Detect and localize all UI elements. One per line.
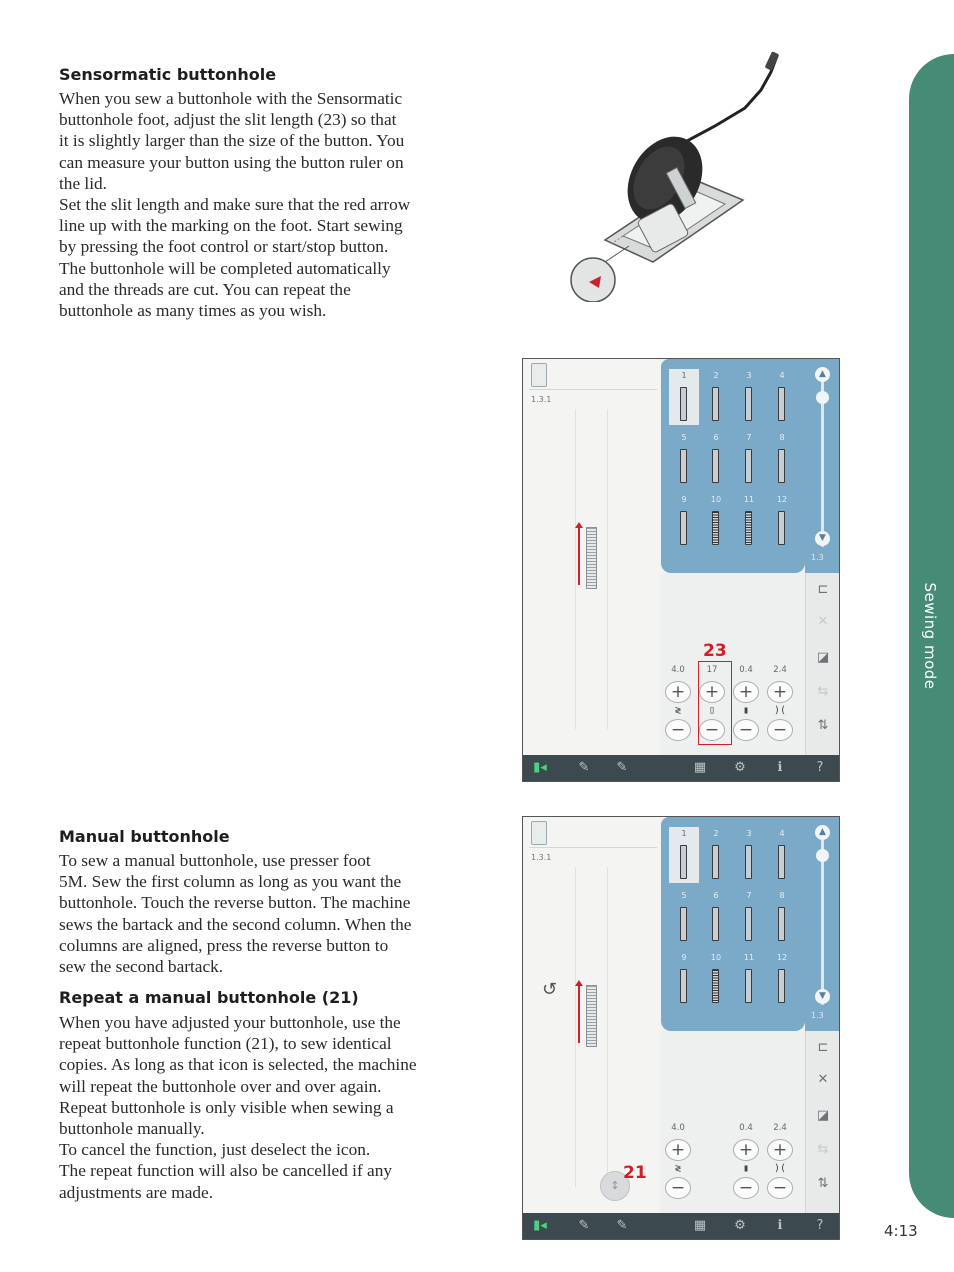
tension-value: 2.4 [773, 1123, 787, 1133]
stitch-preview-area [523, 359, 659, 755]
presser-foot-icon [531, 821, 547, 845]
stitch-number: 5 [681, 891, 687, 900]
buttonhole-stitch-icon [745, 845, 752, 879]
width-icon: ≷ [674, 705, 682, 716]
buttonhole-stitch-icon [778, 387, 785, 421]
stitch-cell-9[interactable] [669, 493, 699, 549]
stitch-preview-area [523, 817, 659, 1213]
text-line: To sew a manual buttonhole, use presser foot [59, 851, 371, 870]
stitch-cell-1[interactable] [669, 827, 699, 883]
stitch-cell-11[interactable] [734, 493, 764, 549]
divider [529, 389, 657, 390]
buttonhole-preview [586, 985, 597, 1047]
callout-number-21: 21 [623, 1163, 647, 1183]
mirror-icon[interactable]: ⇆ [817, 1142, 829, 1157]
reverse-icon: ↺ [542, 979, 558, 1000]
tension-icon: )( [773, 705, 787, 716]
scissors-icon[interactable]: ✕ [817, 1072, 829, 1087]
scroll-knob[interactable] [816, 391, 829, 404]
stitch-number: 9 [681, 495, 687, 504]
stitch-number: 2 [713, 829, 719, 838]
buttonhole-stitch-icon [680, 845, 687, 879]
buttonhole-stitch-icon [680, 511, 687, 545]
stitch-number: 4 [779, 829, 785, 838]
text-line: buttonhole as many times as you wish. [59, 301, 327, 321]
settings-icon[interactable]: ⚙ [734, 760, 746, 775]
buttonhole-stitch-icon [712, 969, 719, 1003]
text-line: will repeat the buttonhole over and over again. [59, 1076, 382, 1096]
buttonhole-stitch-icon [712, 387, 719, 421]
scroll-knob[interactable] [816, 849, 829, 862]
stitch-number: 11 [743, 495, 755, 504]
divider [529, 847, 657, 848]
text-line: adjustments are made. [59, 1182, 214, 1202]
slit-length-minus-button[interactable]: − [699, 719, 725, 741]
stitch-controls [661, 1031, 805, 1213]
buttonhole-preview [586, 527, 597, 589]
tension-value: 2.4 [773, 665, 787, 675]
tension-icon: )( [773, 1163, 787, 1174]
sequence-icon[interactable]: ✎ [616, 760, 628, 775]
stitch-cell-5[interactable] [669, 889, 699, 945]
presser-foot-icon [531, 363, 547, 387]
text-line: it is slightly larger than the size of the button. You [59, 131, 405, 151]
stitch-number: 2 [713, 371, 719, 380]
stitch-number: 6 [713, 433, 719, 442]
buttonhole-stitch-icon [680, 969, 687, 1003]
width-minus-button[interactable]: − [665, 719, 691, 741]
stitch-cell-10[interactable] [701, 951, 731, 1007]
stitch-number: 5 [681, 433, 687, 442]
scissors-icon[interactable]: ✕ [817, 614, 829, 629]
scroll-up-icon[interactable]: ▲ [815, 367, 830, 382]
text-line: repeat buttonhole function (21), to sew identical [59, 1034, 392, 1054]
stitch-controls [661, 573, 805, 755]
chapter-label: Sewing mode [921, 582, 939, 690]
stitch-cell-6[interactable] [701, 431, 731, 487]
stitch-cell-7[interactable] [734, 431, 764, 487]
stitch-cell-10[interactable] [701, 493, 731, 549]
stitch-number: 10 [710, 495, 722, 504]
stitch-edit-icon[interactable]: ◪ [816, 1108, 830, 1123]
buttonhole-stitch-icon [778, 907, 785, 941]
stitch-number: 6 [713, 891, 719, 900]
info-icon[interactable]: ℹ [777, 1218, 783, 1233]
help-icon[interactable]: ? [816, 1218, 824, 1233]
stitch-number: 7 [746, 433, 752, 442]
section-heading-manual: Manual buttonhole [59, 827, 230, 846]
stitch-version: 1.3.1 [531, 853, 552, 862]
slit-length-callout-box [698, 661, 732, 745]
stitch-cell-6[interactable] [701, 889, 731, 945]
stitch-cell-8[interactable] [767, 889, 797, 945]
slit-length-icon: ▯ [708, 705, 716, 716]
text-line: When you sew a buttonhole with the Sensormatic [59, 89, 403, 108]
slit-length-value: 17 [706, 665, 718, 675]
text-line: buttonhole. Touch the reverse button. The machine [59, 893, 411, 913]
stitch-number: 3 [746, 371, 752, 380]
stitch-cell-3[interactable] [734, 369, 764, 425]
menu-icon[interactable]: ▦ [693, 1218, 707, 1233]
scroll-value: 1.3 [811, 553, 824, 562]
stitch-cell-3[interactable] [734, 827, 764, 883]
needle-icon[interactable]: ⇅ [817, 718, 829, 733]
info-icon[interactable]: ℹ [777, 760, 783, 775]
buttonhole-stitch-icon [680, 387, 687, 421]
text-line: sew the second bartack. [59, 957, 224, 977]
stitch-number: 1 [681, 371, 687, 380]
guide-line [575, 409, 576, 729]
width-plus-button[interactable]: + [665, 1139, 691, 1161]
bottom-toolbar [523, 755, 840, 781]
stitch-number: 8 [779, 891, 785, 900]
needle-icon[interactable]: ⇅ [817, 1176, 829, 1191]
help-icon[interactable]: ? [816, 760, 824, 775]
stitch-number: 12 [776, 953, 788, 962]
function-column [805, 1031, 840, 1213]
sewing-mode-icon[interactable]: ▮◂ [533, 760, 547, 775]
text-line: When you have adjusted your buttonhole, use the [59, 1013, 401, 1032]
stitch-cell-9[interactable] [669, 951, 699, 1007]
folder-icon[interactable]: ⊏ [817, 1040, 829, 1055]
page-number: 4:13 [884, 1222, 918, 1240]
bottom-toolbar [523, 1213, 840, 1239]
sequence-icon[interactable]: ✎ [616, 1218, 628, 1233]
stitch-cell-2[interactable] [701, 369, 731, 425]
density-plus-button[interactable]: + [733, 1139, 759, 1161]
slit-length-plus-button[interactable]: + [699, 681, 725, 703]
text-line: buttonhole manually. [59, 1119, 205, 1139]
buttonhole-stitch-icon [778, 449, 785, 483]
stitch-version: 1.3.1 [531, 395, 552, 404]
stitch-edit-icon[interactable]: ◪ [816, 650, 830, 665]
folder-icon[interactable]: ⊏ [817, 582, 829, 597]
buttonhole-stitch-icon [745, 449, 752, 483]
stitch-cell-1[interactable] [669, 369, 699, 425]
stitch-menu-scrollbar[interactable] [805, 359, 839, 573]
density-icon: ▮ [742, 705, 750, 716]
section-heading-sensormatic: Sensormatic buttonhole [59, 65, 277, 84]
buttonhole-stitch-icon [712, 511, 719, 545]
settings-icon[interactable]: ⚙ [734, 1218, 746, 1233]
width-minus-button[interactable]: − [665, 1177, 691, 1199]
stitch-cell-12[interactable] [767, 493, 797, 549]
text-line: buttonhole foot, adjust the slit length (23) so that [59, 110, 397, 130]
width-icon: ≷ [674, 1163, 682, 1174]
text-line: The buttonhole will be completed automatically [59, 258, 391, 278]
text-line: line up with the marking on the foot. Start sewing [59, 216, 403, 236]
stitch-cell-12[interactable] [767, 951, 797, 1007]
stitch-number: 10 [710, 953, 722, 962]
buttonhole-stitch-icon [712, 845, 719, 879]
tension-plus-button[interactable]: + [767, 1139, 793, 1161]
text-line: The repeat function will also be cancelled if any [59, 1161, 393, 1181]
red-arrow-indicator [578, 985, 580, 1043]
buttonhole-stitch-icon [745, 907, 752, 941]
stitch-number: 12 [776, 495, 788, 504]
stitch-cell-4[interactable] [767, 369, 797, 425]
stitch-cell-2[interactable] [701, 827, 731, 883]
stitch-number: 3 [746, 829, 752, 838]
width-value: 4.0 [671, 665, 685, 675]
text-line: 5M. Sew the first column as long as you want the [59, 872, 402, 892]
guide-line [607, 409, 608, 729]
buttonhole-stitch-icon [778, 511, 785, 545]
guide-line [607, 867, 608, 1187]
buttonhole-stitch-icon [778, 969, 785, 1003]
scroll-up-icon[interactable]: ▲ [815, 825, 830, 840]
callout-number-23: 23 [703, 641, 727, 661]
section-body-manual [59, 850, 464, 977]
stitch-cell-7[interactable] [734, 889, 764, 945]
sewing-mode-icon[interactable]: ▮◂ [533, 1218, 547, 1233]
stitch-menu [661, 817, 805, 1031]
text-line: columns are aligned, press the reverse button to [59, 935, 389, 955]
stitch-number: 11 [743, 953, 755, 962]
red-arrow-indicator [578, 527, 580, 585]
repeat-buttonhole-button[interactable]: ↕ [600, 1171, 630, 1201]
density-minus-button[interactable]: − [733, 719, 759, 741]
text-line: can measure your button using the button ruler on [59, 152, 404, 172]
menu-icon[interactable]: ▦ [693, 760, 707, 775]
tension-plus-button[interactable]: + [767, 681, 793, 703]
sewing-screen-sensormatic [522, 358, 840, 782]
section-body-repeat [59, 1012, 464, 1203]
buttonhole-stitch-icon [745, 511, 752, 545]
buttonhole-stitch-icon [745, 387, 752, 421]
density-minus-button[interactable]: − [733, 1177, 759, 1199]
section-heading-repeat: Repeat a manual buttonhole (21) [59, 988, 359, 1007]
buttonhole-stitch-icon [680, 449, 687, 483]
density-icon: ▮ [742, 1163, 750, 1174]
text-line: sews the bartack and the second column. When the [59, 914, 412, 934]
text-line: Set the slit length and make sure that the red arrow [59, 195, 411, 215]
scroll-down-icon[interactable]: ▼ [815, 989, 830, 1004]
width-value: 4.0 [671, 1123, 685, 1133]
text-line: copies. As long as that icon is selected, the machine [59, 1055, 417, 1075]
stitch-menu-scrollbar[interactable] [805, 817, 839, 1031]
stitch-number: 9 [681, 953, 687, 962]
stitch-number: 1 [681, 829, 687, 838]
section-body-sensormatic [59, 88, 464, 321]
stitch-cell-8[interactable] [767, 431, 797, 487]
scroll-down-icon[interactable]: ▼ [815, 531, 830, 546]
stitch-cell-4[interactable] [767, 827, 797, 883]
mirror-icon[interactable]: ⇆ [817, 684, 829, 699]
buttonhole-stitch-icon [778, 845, 785, 879]
density-value: 0.4 [739, 1123, 753, 1133]
density-value: 0.4 [739, 665, 753, 675]
buttonhole-stitch-icon [712, 907, 719, 941]
text-line: Repeat buttonhole is only visible when sewing a [59, 1097, 394, 1117]
width-plus-button[interactable]: + [665, 681, 691, 703]
stitch-number: 8 [779, 433, 785, 442]
guide-line [575, 867, 576, 1187]
sensormatic-foot-illustration [565, 50, 785, 302]
sewing-screen-manual [522, 816, 840, 1240]
buttonhole-stitch-icon [712, 449, 719, 483]
stitch-number: 4 [779, 371, 785, 380]
stitch-creator-icon[interactable]: ✎ [578, 760, 590, 775]
buttonhole-stitch-icon [680, 907, 687, 941]
text-line: the lid. [59, 173, 107, 193]
stitch-creator-icon[interactable]: ✎ [578, 1218, 590, 1233]
stitch-number: 7 [746, 891, 752, 900]
stitch-menu [661, 359, 805, 573]
text-line: To cancel the function, just deselect the icon. [59, 1140, 371, 1160]
function-column [805, 573, 840, 755]
tension-minus-button[interactable]: − [767, 719, 793, 741]
text-line: and the threads are cut. You can repeat the [59, 279, 351, 299]
density-plus-button[interactable]: + [733, 681, 759, 703]
text-line: by pressing the foot control or start/stop button. [59, 237, 389, 257]
tension-minus-button[interactable]: − [767, 1177, 793, 1199]
buttonhole-stitch-icon [745, 969, 752, 1003]
stitch-cell-5[interactable] [669, 431, 699, 487]
stitch-cell-11[interactable] [734, 951, 764, 1007]
scroll-value: 1.3 [811, 1011, 824, 1020]
